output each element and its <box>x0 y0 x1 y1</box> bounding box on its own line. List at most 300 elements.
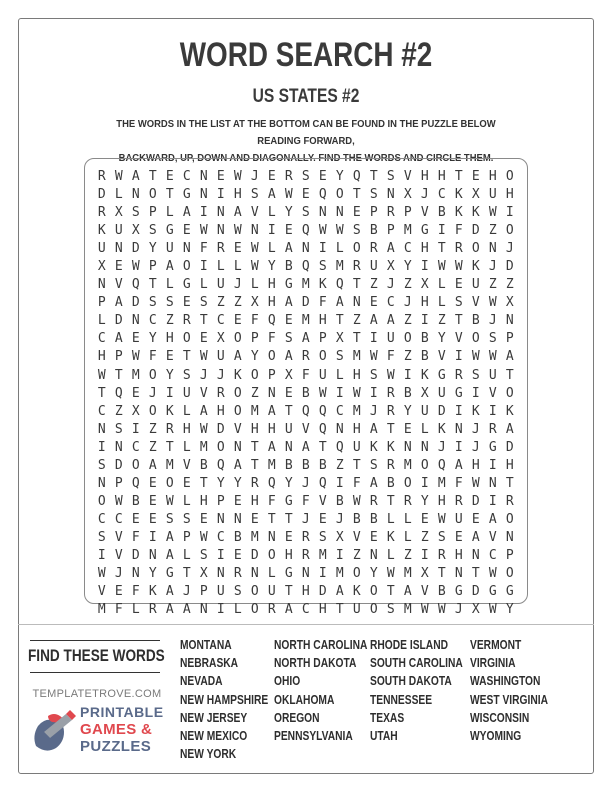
grid-cell[interactable]: N <box>505 529 514 545</box>
grid-cell[interactable]: K <box>148 584 157 600</box>
grid-cell[interactable]: I <box>335 385 344 401</box>
grid-cell[interactable]: H <box>250 421 259 437</box>
grid-cell[interactable]: P <box>114 349 123 365</box>
grid-cell[interactable]: G <box>488 584 497 600</box>
grid-cell[interactable]: R <box>386 385 395 401</box>
grid-cell[interactable]: Y <box>267 259 276 275</box>
grid-cell[interactable]: E <box>233 493 242 509</box>
grid-cell[interactable]: M <box>403 223 412 239</box>
grid-cell[interactable]: G <box>454 385 463 401</box>
grid-cell[interactable]: Z <box>352 547 361 563</box>
grid-cell[interactable]: N <box>335 205 344 221</box>
grid-cell[interactable]: O <box>250 367 259 383</box>
grid-cell[interactable]: U <box>97 241 106 257</box>
grid-cell[interactable]: O <box>335 187 344 203</box>
grid-cell[interactable]: H <box>318 602 327 618</box>
grid-cell[interactable]: P <box>114 475 123 491</box>
grid-cell[interactable]: S <box>471 367 480 383</box>
grid-cell[interactable]: Q <box>335 277 344 293</box>
grid-cell[interactable]: I <box>420 547 429 563</box>
grid-cell[interactable]: A <box>233 349 242 365</box>
grid-cell[interactable]: O <box>505 169 514 184</box>
grid-cell[interactable]: J <box>488 259 497 275</box>
grid-cell[interactable]: X <box>420 385 429 401</box>
grid-cell[interactable]: R <box>386 457 395 473</box>
grid-cell[interactable]: L <box>335 367 344 383</box>
grid-cell[interactable]: B <box>284 259 293 275</box>
grid-cell[interactable]: F <box>301 493 310 509</box>
grid-cell[interactable]: R <box>369 241 378 257</box>
grid-cell[interactable]: E <box>165 349 174 365</box>
grid-cell[interactable]: T <box>454 313 463 329</box>
grid-cell[interactable]: B <box>403 385 412 401</box>
grid-cell[interactable]: T <box>386 421 395 437</box>
grid-cell[interactable]: W <box>114 169 123 184</box>
grid-cell[interactable]: J <box>420 187 429 203</box>
grid-cell[interactable]: G <box>284 566 293 582</box>
grid-cell[interactable]: H <box>97 349 106 365</box>
grid-cell[interactable]: N <box>250 566 259 582</box>
grid-cell[interactable]: C <box>301 602 310 618</box>
grid-cell[interactable]: T <box>386 584 395 600</box>
grid-cell[interactable]: W <box>471 349 480 365</box>
grid-cell[interactable]: P <box>403 205 412 221</box>
grid-cell[interactable]: J <box>454 602 463 618</box>
grid-cell[interactable]: E <box>182 475 191 491</box>
grid-cell[interactable]: D <box>131 241 140 257</box>
grid-cell[interactable]: Z <box>420 529 429 545</box>
grid-cell[interactable]: C <box>335 403 344 419</box>
grid-cell[interactable]: W <box>318 385 327 401</box>
grid-cell[interactable]: S <box>284 331 293 347</box>
grid-cell[interactable]: S <box>437 529 446 545</box>
grid-cell[interactable]: T <box>352 187 361 203</box>
grid-cell[interactable]: K <box>369 439 378 455</box>
grid-cell[interactable]: D <box>471 493 480 509</box>
grid-cell[interactable]: J <box>301 475 310 491</box>
grid-cell[interactable]: R <box>352 259 361 275</box>
grid-cell[interactable]: M <box>318 547 327 563</box>
grid-cell[interactable]: Y <box>148 331 157 347</box>
grid-cell[interactable]: W <box>199 421 208 437</box>
grid-cell[interactable]: B <box>301 385 310 401</box>
grid-cell[interactable]: D <box>318 584 327 600</box>
grid-cell[interactable]: B <box>301 457 310 473</box>
grid-cell[interactable]: L <box>267 241 276 257</box>
grid-cell[interactable]: A <box>301 331 310 347</box>
grid-cell[interactable]: I <box>454 403 463 419</box>
grid-cell[interactable]: F <box>148 349 157 365</box>
grid-cell[interactable]: E <box>369 529 378 545</box>
grid-cell[interactable]: I <box>454 349 463 365</box>
grid-cell[interactable]: W <box>471 475 480 491</box>
grid-cell[interactable]: O <box>471 241 480 257</box>
grid-cell[interactable]: N <box>131 313 140 329</box>
grid-cell[interactable]: N <box>199 187 208 203</box>
grid-cell[interactable]: K <box>505 403 514 419</box>
grid-cell[interactable]: I <box>335 475 344 491</box>
grid-cell[interactable]: D <box>114 313 123 329</box>
grid-cell[interactable]: A <box>267 439 276 455</box>
grid-cell[interactable]: D <box>97 187 106 203</box>
grid-cell[interactable]: K <box>471 205 480 221</box>
grid-cell[interactable]: X <box>250 295 259 311</box>
grid-cell[interactable]: W <box>250 241 259 257</box>
grid-cell[interactable]: U <box>369 259 378 275</box>
grid-cell[interactable]: O <box>505 385 514 401</box>
grid-cell[interactable]: E <box>284 529 293 545</box>
grid-cell[interactable]: E <box>471 511 480 527</box>
grid-cell[interactable]: Q <box>335 439 344 455</box>
grid-cell[interactable]: E <box>131 385 140 401</box>
grid-cell[interactable]: R <box>403 493 412 509</box>
grid-cell[interactable]: K <box>471 403 480 419</box>
grid-cell[interactable]: Y <box>216 475 225 491</box>
grid-cell[interactable]: N <box>97 277 106 293</box>
grid-cell[interactable]: Z <box>505 277 514 293</box>
grid-cell[interactable]: Z <box>148 439 157 455</box>
grid-cell[interactable]: S <box>369 367 378 383</box>
grid-cell[interactable]: V <box>199 385 208 401</box>
grid-cell[interactable]: B <box>335 493 344 509</box>
grid-cell[interactable]: N <box>97 421 106 437</box>
grid-cell[interactable]: X <box>420 277 429 293</box>
grid-cell[interactable]: H <box>199 493 208 509</box>
grid-cell[interactable]: I <box>488 403 497 419</box>
grid-cell[interactable]: R <box>454 493 463 509</box>
grid-cell[interactable]: A <box>233 457 242 473</box>
grid-cell[interactable]: D <box>250 547 259 563</box>
grid-cell[interactable]: Q <box>352 169 361 184</box>
grid-cell[interactable]: E <box>216 169 225 184</box>
grid-cell[interactable]: N <box>216 205 225 221</box>
grid-cell[interactable]: O <box>131 457 140 473</box>
grid-cell[interactable]: P <box>267 367 276 383</box>
grid-cell[interactable]: V <box>420 205 429 221</box>
grid-cell[interactable]: R <box>250 475 259 491</box>
grid-cell[interactable]: I <box>454 439 463 455</box>
grid-cell[interactable]: H <box>165 331 174 347</box>
grid-cell[interactable]: O <box>352 241 361 257</box>
grid-cell[interactable]: R <box>454 241 463 257</box>
grid-cell[interactable]: S <box>182 367 191 383</box>
grid-cell[interactable]: B <box>233 529 242 545</box>
grid-cell[interactable]: K <box>420 367 429 383</box>
grid-cell[interactable]: E <box>318 511 327 527</box>
grid-cell[interactable]: X <box>471 187 480 203</box>
grid-cell[interactable]: B <box>199 457 208 473</box>
grid-cell[interactable]: K <box>165 403 174 419</box>
grid-cell[interactable]: N <box>403 439 412 455</box>
grid-cell[interactable]: O <box>505 511 514 527</box>
grid-cell[interactable]: S <box>369 187 378 203</box>
grid-cell[interactable]: W <box>131 259 140 275</box>
grid-cell[interactable]: D <box>505 259 514 275</box>
grid-cell[interactable]: E <box>165 169 174 184</box>
grid-cell[interactable]: Q <box>437 457 446 473</box>
grid-cell[interactable]: P <box>97 295 106 311</box>
grid-cell[interactable]: O <box>148 187 157 203</box>
grid-cell[interactable]: R <box>301 547 310 563</box>
grid-cell[interactable]: U <box>386 331 395 347</box>
grid-cell[interactable]: J <box>148 385 157 401</box>
grid-cell[interactable]: U <box>454 511 463 527</box>
grid-cell[interactable]: A <box>386 241 395 257</box>
grid-cell[interactable]: A <box>165 547 174 563</box>
grid-cell[interactable]: N <box>199 602 208 618</box>
grid-cell[interactable]: V <box>471 295 480 311</box>
grid-cell[interactable]: D <box>131 295 140 311</box>
grid-cell[interactable]: B <box>318 457 327 473</box>
grid-cell[interactable]: S <box>148 295 157 311</box>
grid-cell[interactable]: O <box>403 331 412 347</box>
grid-cell[interactable]: O <box>267 547 276 563</box>
grid-cell[interactable]: R <box>505 493 514 509</box>
grid-cell[interactable]: W <box>165 493 174 509</box>
grid-cell[interactable]: J <box>403 295 412 311</box>
grid-cell[interactable]: I <box>318 241 327 257</box>
grid-cell[interactable]: I <box>403 367 412 383</box>
grid-cell[interactable]: T <box>352 331 361 347</box>
grid-cell[interactable]: N <box>233 439 242 455</box>
grid-cell[interactable]: R <box>165 421 174 437</box>
grid-cell[interactable]: U <box>437 385 446 401</box>
grid-cell[interactable]: P <box>250 331 259 347</box>
grid-cell[interactable]: W <box>114 493 123 509</box>
grid-cell[interactable]: W <box>97 367 106 383</box>
grid-cell[interactable]: G <box>437 367 446 383</box>
grid-cell[interactable]: V <box>352 529 361 545</box>
grid-cell[interactable]: H <box>505 187 514 203</box>
grid-cell[interactable]: O <box>148 403 157 419</box>
grid-cell[interactable]: H <box>267 295 276 311</box>
grid-cell[interactable]: I <box>267 223 276 239</box>
grid-cell[interactable]: Z <box>165 313 174 329</box>
grid-cell[interactable]: M <box>335 566 344 582</box>
grid-cell[interactable]: U <box>267 584 276 600</box>
grid-cell[interactable]: E <box>318 169 327 184</box>
grid-cell[interactable]: R <box>386 403 395 419</box>
grid-cell[interactable]: S <box>131 205 140 221</box>
grid-cell[interactable]: K <box>318 277 327 293</box>
grid-cell[interactable]: O <box>233 331 242 347</box>
grid-cell[interactable]: D <box>114 457 123 473</box>
grid-cell[interactable]: U <box>284 421 293 437</box>
grid-cell[interactable]: L <box>403 511 412 527</box>
grid-cell[interactable]: G <box>182 277 191 293</box>
grid-cell[interactable]: W <box>437 511 446 527</box>
grid-cell[interactable]: V <box>182 457 191 473</box>
grid-cell[interactable]: C <box>97 331 106 347</box>
grid-cell[interactable]: S <box>114 421 123 437</box>
grid-cell[interactable]: U <box>165 241 174 257</box>
grid-cell[interactable]: W <box>97 566 106 582</box>
grid-cell[interactable]: F <box>386 349 395 365</box>
grid-cell[interactable]: S <box>335 349 344 365</box>
grid-cell[interactable]: C <box>114 511 123 527</box>
grid-cell[interactable]: S <box>454 295 463 311</box>
grid-cell[interactable]: Y <box>369 566 378 582</box>
grid-cell[interactable]: H <box>437 169 446 184</box>
grid-cell[interactable]: L <box>233 259 242 275</box>
grid-cell[interactable]: Z <box>233 295 242 311</box>
grid-cell[interactable]: N <box>386 187 395 203</box>
grid-cell[interactable]: S <box>352 223 361 239</box>
grid-cell[interactable]: H <box>454 547 463 563</box>
grid-cell[interactable]: L <box>420 421 429 437</box>
grid-cell[interactable]: V <box>403 169 412 184</box>
grid-cell[interactable]: I <box>505 205 514 221</box>
grid-cell[interactable]: V <box>488 385 497 401</box>
grid-cell[interactable]: A <box>505 349 514 365</box>
grid-cell[interactable]: S <box>386 602 395 618</box>
grid-cell[interactable]: W <box>386 566 395 582</box>
grid-cell[interactable]: O <box>250 602 259 618</box>
grid-cell[interactable]: T <box>369 169 378 184</box>
grid-cell[interactable]: C <box>403 241 412 257</box>
grid-cell[interactable]: V <box>250 205 259 221</box>
grid-cell[interactable]: I <box>199 205 208 221</box>
grid-cell[interactable]: E <box>420 511 429 527</box>
grid-cell[interactable]: H <box>301 584 310 600</box>
grid-cell[interactable]: T <box>437 566 446 582</box>
grid-cell[interactable]: E <box>267 169 276 184</box>
grid-cell[interactable]: W <box>284 187 293 203</box>
grid-cell[interactable]: J <box>471 439 480 455</box>
grid-cell[interactable]: D <box>301 295 310 311</box>
grid-cell[interactable]: H <box>505 457 514 473</box>
grid-cell[interactable]: M <box>335 259 344 275</box>
grid-cell[interactable]: U <box>182 385 191 401</box>
grid-cell[interactable]: N <box>454 566 463 582</box>
grid-cell[interactable]: L <box>131 602 140 618</box>
grid-cell[interactable]: A <box>267 187 276 203</box>
grid-cell[interactable]: R <box>301 529 310 545</box>
grid-cell[interactable]: R <box>97 169 106 184</box>
grid-cell[interactable]: P <box>505 331 514 347</box>
grid-cell[interactable]: O <box>182 259 191 275</box>
grid-cell[interactable]: N <box>301 566 310 582</box>
grid-cell[interactable]: M <box>250 529 259 545</box>
grid-cell[interactable]: N <box>250 223 259 239</box>
grid-cell[interactable]: J <box>182 584 191 600</box>
grid-cell[interactable]: U <box>216 277 225 293</box>
grid-cell[interactable]: I <box>148 529 157 545</box>
grid-cell[interactable]: J <box>199 367 208 383</box>
grid-cell[interactable]: T <box>318 439 327 455</box>
grid-cell[interactable]: P <box>199 584 208 600</box>
grid-cell[interactable]: L <box>267 205 276 221</box>
grid-cell[interactable]: T <box>471 566 480 582</box>
grid-cell[interactable]: O <box>233 385 242 401</box>
grid-cell[interactable]: G <box>488 439 497 455</box>
grid-cell[interactable]: P <box>369 205 378 221</box>
grid-cell[interactable]: G <box>165 223 174 239</box>
grid-cell[interactable]: J <box>471 421 480 437</box>
grid-cell[interactable]: W <box>386 367 395 383</box>
grid-cell[interactable]: Z <box>403 349 412 365</box>
grid-cell[interactable]: X <box>216 331 225 347</box>
grid-cell[interactable]: N <box>233 511 242 527</box>
grid-cell[interactable]: X <box>335 529 344 545</box>
grid-cell[interactable]: J <box>369 403 378 419</box>
grid-cell[interactable]: M <box>97 602 106 618</box>
grid-cell[interactable]: N <box>488 241 497 257</box>
grid-cell[interactable]: O <box>471 331 480 347</box>
grid-cell[interactable]: W <box>131 349 140 365</box>
grid-cell[interactable]: R <box>97 205 106 221</box>
grid-cell[interactable]: B <box>420 331 429 347</box>
grid-cell[interactable]: W <box>199 529 208 545</box>
grid-cell[interactable]: Q <box>301 223 310 239</box>
grid-cell[interactable]: T <box>267 511 276 527</box>
grid-cell[interactable]: H <box>488 169 497 184</box>
grid-cell[interactable]: H <box>284 547 293 563</box>
grid-cell[interactable]: P <box>216 493 225 509</box>
grid-cell[interactable]: Q <box>267 313 276 329</box>
grid-cell[interactable]: H <box>420 241 429 257</box>
grid-cell[interactable]: T <box>454 169 463 184</box>
grid-cell[interactable]: P <box>386 223 395 239</box>
grid-cell[interactable]: Y <box>250 349 259 365</box>
grid-cell[interactable]: L <box>165 205 174 221</box>
grid-cell[interactable]: L <box>403 529 412 545</box>
grid-cell[interactable]: S <box>199 295 208 311</box>
grid-cell[interactable]: I <box>216 602 225 618</box>
grid-cell[interactable]: W <box>454 259 463 275</box>
grid-cell[interactable]: S <box>369 457 378 473</box>
grid-cell[interactable]: K <box>97 223 106 239</box>
grid-cell[interactable]: O <box>97 493 106 509</box>
grid-cell[interactable]: A <box>284 349 293 365</box>
grid-cell[interactable]: L <box>335 241 344 257</box>
grid-cell[interactable]: J <box>216 367 225 383</box>
grid-cell[interactable]: Q <box>301 403 310 419</box>
grid-cell[interactable]: A <box>454 457 463 473</box>
grid-cell[interactable]: S <box>165 511 174 527</box>
grid-cell[interactable]: S <box>301 169 310 184</box>
grid-cell[interactable]: X <box>114 205 123 221</box>
grid-cell[interactable]: X <box>97 259 106 275</box>
grid-cell[interactable]: W <box>437 259 446 275</box>
grid-cell[interactable]: U <box>352 602 361 618</box>
grid-cell[interactable]: I <box>216 547 225 563</box>
grid-cell[interactable]: E <box>114 584 123 600</box>
grid-cell[interactable]: X <box>335 331 344 347</box>
grid-cell[interactable]: E <box>250 511 259 527</box>
grid-cell[interactable]: L <box>250 277 259 293</box>
grid-cell[interactable]: S <box>148 223 157 239</box>
grid-cell[interactable]: U <box>471 277 480 293</box>
grid-cell[interactable]: I <box>165 385 174 401</box>
grid-cell[interactable]: L <box>97 313 106 329</box>
grid-cell[interactable]: Q <box>216 457 225 473</box>
grid-cell[interactable]: Z <box>216 295 225 311</box>
grid-cell[interactable]: F <box>199 241 208 257</box>
grid-cell[interactable]: K <box>233 367 242 383</box>
grid-cell[interactable]: I <box>369 331 378 347</box>
grid-cell[interactable]: W <box>250 259 259 275</box>
grid-cell[interactable]: J <box>437 439 446 455</box>
grid-cell[interactable]: I <box>216 187 225 203</box>
grid-cell[interactable]: A <box>369 475 378 491</box>
grid-cell[interactable]: I <box>488 493 497 509</box>
grid-cell[interactable]: I <box>437 223 446 239</box>
grid-cell[interactable]: A <box>403 584 412 600</box>
grid-cell[interactable]: P <box>182 529 191 545</box>
grid-cell[interactable]: L <box>182 439 191 455</box>
grid-cell[interactable]: Q <box>131 475 140 491</box>
